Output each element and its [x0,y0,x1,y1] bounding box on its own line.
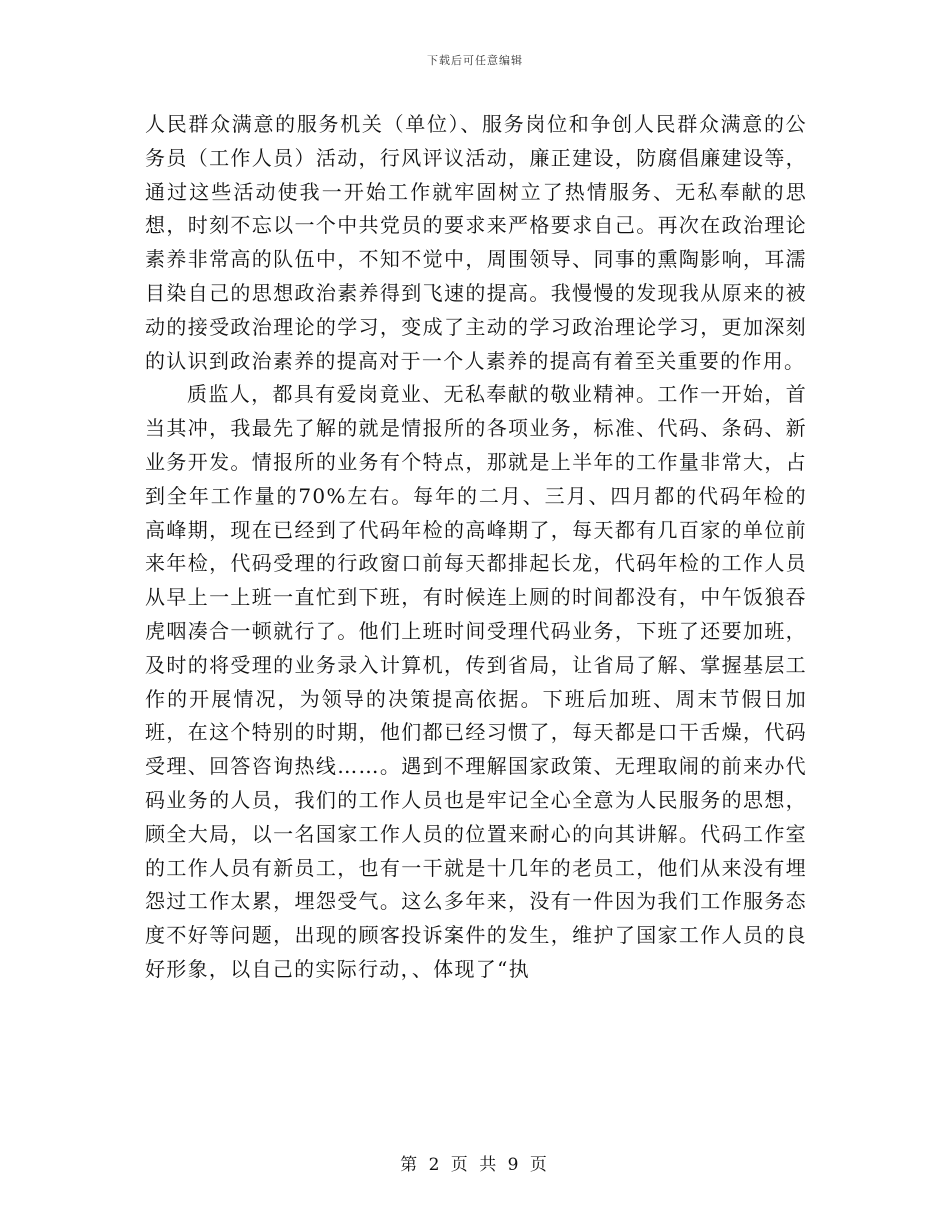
document-body [145,108,807,987]
paragraph-2: 质监人，都具有爱岗竟业、无私奉献的敬业精神。工作一开始，首当其冲，我最先了解的就是情报所的各项业务，标准、代码、条码、新业务开发。情报所的业务有个特点，那就是上半年的工作量非常大，占到全年工作量的70%左右。每年的二月、三月、四月都的代码年检的高峰期，现在已经到了代码年检的高峰期了，每天都有几百家的单位前来年检，代码受理的行政窗口前每天都排起长龙，代码年检的工作人员从早上一上班一直忙到下班，有时候连上厕的时间都没有，中午饭狼吞虎咽凑合一顿就行了。他们上班时间受理代码业务，下班了还要加班，及时的将受理的业务录入计算机，传到省局，让省局了解、掌握基层工作的开展情况，为领导的决策提高依据。下班后加班、周末节假日加班，在这个特别的时期，他们都已经习惯了，每天都是口干舌燥，代码受理、回答咨询热线……。遇到不理解国家政策、无理取闹的前来办代码业务的人员，我们的工作人员也是牢记全心全意为人民服务的思想，顾全大局，以一名国家工作人员的位置来耐心的向其讲解。代码工作室的工作人员有新员工，也有一干就是十几年的老员工，他们从来没有埋怨过工作太累，埋怨受气。这么多年来，没有一件因为我们工作服务态度不好等问题，出现的顾客投诉案件的发生，维护了国家工作人员的良好形象，以自己的实际行动，、体现了“执 [145,382,807,981]
paragraph-1: 人民群众满意的服务机关（单位）、服务岗位和争创人民群众满意的公务员（工作人员）活动，行风评议活动，廉正建设，防腐倡廉建设等，通过这些活动使我一开始工作就牢固树立了热情服务、无私奉献的思想，时刻不忘以一个中共党员的要求来严格要求自己。再次在政治理论素养非常高的队伍中，不知不觉中，周围领导、同事的熏陶影响，耳濡目染自己的思想政治素养得到飞速的提高。我慢慢的发现我从原来的被动的接受政治理论的学习，变成了主动的学习政治理论学习，更加深刻的认识到政治素养的提高对于一个人素养的提高有着至关重要的作用。 [145,112,807,373]
page-number-footer: 第 2 页 共 9 页 [400,1155,550,1175]
page-header-note: 下载后可任意编辑 [427,54,523,67]
